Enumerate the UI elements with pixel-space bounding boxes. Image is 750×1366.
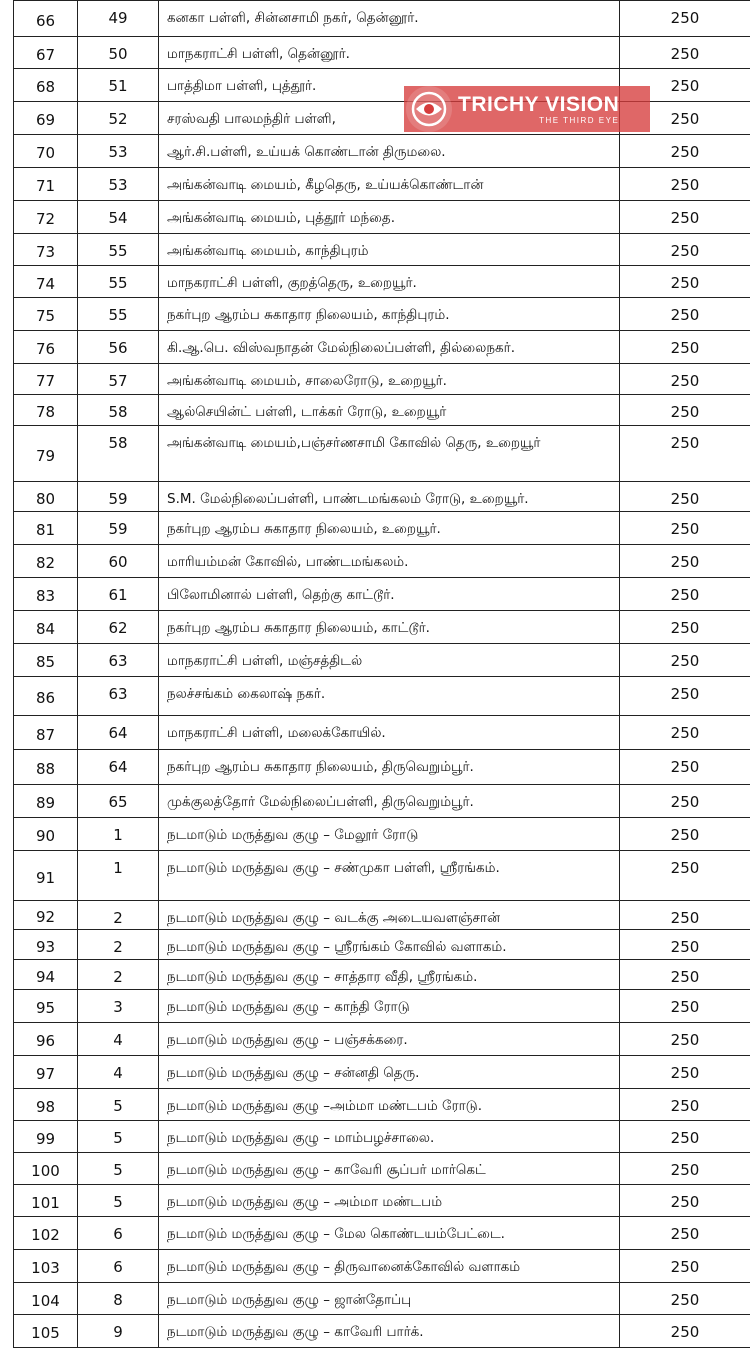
serial-number-cell: 100 [14,1153,78,1185]
camp-location-cell: நகர்புற ஆரம்ப சுகாதார நிலையம், காட்டூர். [159,611,620,644]
table-row [14,990,750,1023]
ward-number-cell: 3 [78,990,159,1023]
dose-count-cell: 250 [620,818,750,851]
camp-location-cell: அங்கன்வாடி மையம், புத்தூர் மந்தை. [159,201,620,234]
table-row [14,331,750,364]
ward-number-cell: 55 [78,234,159,266]
table-row [14,395,750,426]
watermark-tagline: THE THIRD EYE [539,115,620,125]
table-row [14,1023,750,1056]
table-row [14,677,750,716]
dose-count-cell: 250 [620,1153,750,1185]
ward-number-cell: 5 [78,1153,159,1185]
serial-number-cell: 67 [14,37,78,69]
camp-location-cell: அங்கன்வாடி மையம், காந்திபுரம் [159,234,620,266]
serial-number-cell: 88 [14,750,78,785]
table-row [14,512,750,545]
serial-number-cell: 104 [14,1283,78,1315]
ward-number-cell: 63 [78,644,159,677]
dose-count-cell: 250 [620,1121,750,1153]
camp-location-cell: நடமாடும் மருத்துவ குழு – காந்தி ரோடு [159,990,620,1023]
dose-count-cell: 250 [620,1,750,37]
table-row [14,930,750,960]
ward-number-cell: 5 [78,1185,159,1217]
serial-number-cell: 78 [14,395,78,426]
serial-number-cell: 105 [14,1315,78,1348]
serial-number-cell: 77 [14,364,78,395]
ward-number-cell: 63 [78,677,159,716]
camp-location-cell: நடமாடும் மருத்துவ குழு – ஸ்ரீரங்கம் கோவில் வளாகம். [159,930,620,960]
dose-count-cell: 250 [620,69,750,102]
dose-count-cell: 250 [620,930,750,960]
table-row [14,901,750,930]
dose-count-cell: 250 [620,331,750,364]
table-row [14,644,750,677]
serial-number-cell: 103 [14,1250,78,1283]
ward-number-cell: 53 [78,135,159,168]
serial-number-cell: 68 [14,69,78,102]
ward-number-cell: 58 [78,395,159,426]
ward-number-cell: 2 [78,930,159,960]
dose-count-cell: 250 [620,1217,750,1250]
camp-location-cell: மாநகராட்சி பள்ளி, தென்னூர். [159,37,620,69]
serial-number-cell: 74 [14,266,78,298]
serial-number-cell: 86 [14,677,78,716]
dose-count-cell: 250 [620,716,750,750]
camp-location-cell: அங்கன்வாடி மையம்,பஞ்சர்ணசாமி கோவில் தெரு, உறையூர் [159,426,620,482]
dose-count-cell: 250 [620,1185,750,1217]
table-row [14,851,750,901]
dose-count-cell: 250 [620,168,750,201]
ward-number-cell: 62 [78,611,159,644]
camp-location-cell: மாநகராட்சி பள்ளி, மஞ்சத்திடல் [159,644,620,677]
serial-number-cell: 81 [14,512,78,545]
camp-location-cell: நடமாடும் மருத்துவ குழு – காவேரி சூப்பர் மார்கெட் [159,1153,620,1185]
camp-location-cell: நகர்புற ஆரம்ப சுகாதார நிலையம், உறையூர். [159,512,620,545]
watermark-title: TRICHY VISION [458,92,620,116]
table-row [14,426,750,482]
camp-location-cell: நடமாடும் மருத்துவ குழு – சண்முகா பள்ளி, ஸ்ரீரங்கம். [159,851,620,901]
eye-logo-icon [406,86,452,132]
camp-location-cell: நடமாடும் மருத்துவ குழு – சன்னதி தெரு. [159,1056,620,1089]
serial-number-cell: 99 [14,1121,78,1153]
camp-location-cell: மாரியம்மன் கோவில், பாண்டமங்கலம். [159,545,620,578]
dose-count-cell: 250 [620,234,750,266]
table-row [14,298,750,331]
serial-number-cell: 98 [14,1089,78,1121]
camp-location-cell: சரஸ்வதி பாலமந்திர் பள்ளி, [159,102,620,135]
ward-number-cell: 49 [78,1,159,37]
dose-count-cell: 250 [620,364,750,395]
dose-count-cell: 250 [620,1250,750,1283]
trichy-vision-watermark [404,86,650,132]
table-row [14,785,750,818]
camp-location-cell: அங்கன்வாடி மையம், சாலைரோடு, உறையூர். [159,364,620,395]
ward-number-cell: 4 [78,1056,159,1089]
ward-number-cell: 56 [78,331,159,364]
ward-number-cell: 2 [78,901,159,930]
ward-number-cell: 54 [78,201,159,234]
serial-number-cell: 80 [14,482,78,512]
serial-number-cell: 69 [14,102,78,135]
serial-number-cell: 66 [14,1,78,37]
table-row [14,266,750,298]
camp-location-cell: நடமாடும் மருத்துவ குழு – மேலூர் ரோடு [159,818,620,851]
serial-number-cell: 90 [14,818,78,851]
camp-location-cell: S.M. மேல்நிலைப்பள்ளி, பாண்டமங்கலம் ரோடு, உறையூர். [159,482,620,512]
camp-location-cell: நடமாடும் மருத்துவ குழு – காவேரி பார்க். [159,1315,620,1348]
vaccination-camp-table [13,0,750,1348]
table-row [14,1089,750,1121]
dose-count-cell: 250 [620,102,750,135]
camp-location-cell: நகர்புற ஆரம்ப சுகாதார நிலையம், திருவெறும்பூர். [159,750,620,785]
table-body [14,1,750,1348]
serial-number-cell: 92 [14,901,78,930]
dose-count-cell: 250 [620,611,750,644]
camp-location-cell: ஆல்செயின்ட் பள்ளி, டாக்கர் ரோடு, உறையூர் [159,395,620,426]
table-row [14,1056,750,1089]
serial-number-cell: 96 [14,1023,78,1056]
serial-number-cell: 102 [14,1217,78,1250]
table-row [14,1185,750,1217]
dose-count-cell: 250 [620,201,750,234]
serial-number-cell: 85 [14,644,78,677]
table-row [14,1283,750,1315]
serial-number-cell: 79 [14,426,78,482]
table-row [14,1217,750,1250]
camp-location-cell: நடமாடும் மருத்துவ குழு – மேல கொண்டயம்பேட்டை. [159,1217,620,1250]
camp-location-cell: அங்கன்வாடி மையம், கீழதெரு, உய்யக்கொண்டான் [159,168,620,201]
camp-location-cell: முக்குலத்தோர் மேல்நிலைப்பள்ளி, திருவெறும்பூர். [159,785,620,818]
ward-number-cell: 1 [78,818,159,851]
dose-count-cell: 250 [620,901,750,930]
table-row [14,135,750,168]
camp-location-cell: நகர்புற ஆரம்ப சுகாதார நிலையம், காந்திபுரம். [159,298,620,331]
camp-location-cell: பிலோமினால் பள்ளி, தெற்கு காட்டூர். [159,578,620,611]
dose-count-cell: 250 [620,851,750,901]
camp-location-cell: கனகா பள்ளி, சின்னசாமி நகர், தென்னூர். [159,1,620,37]
table-row [14,1250,750,1283]
ward-number-cell: 2 [78,960,159,990]
ward-number-cell: 59 [78,482,159,512]
dose-count-cell: 250 [620,677,750,716]
serial-number-cell: 101 [14,1185,78,1217]
camp-location-cell: ஆர்.சி.பள்ளி, உய்யக் கொண்டான் திருமலை. [159,135,620,168]
dose-count-cell: 250 [620,1315,750,1348]
camp-location-cell: கி.ஆ.பெ. விஸ்வநாதன் மேல்நிலைப்பள்ளி, தில்லைநகர். [159,331,620,364]
ward-number-cell: 6 [78,1217,159,1250]
ward-number-cell: 4 [78,1023,159,1056]
ward-number-cell: 52 [78,102,159,135]
table-row [14,960,750,990]
serial-number-cell: 70 [14,135,78,168]
serial-number-cell: 75 [14,298,78,331]
serial-number-cell: 76 [14,331,78,364]
table-row [14,1315,750,1348]
dose-count-cell: 250 [620,785,750,818]
ward-number-cell: 5 [78,1121,159,1153]
ward-number-cell: 1 [78,851,159,901]
dose-count-cell: 250 [620,482,750,512]
camp-location-cell: நடமாடும் மருத்துவ குழு – ஜான்தோப்பு [159,1283,620,1315]
table-row [14,37,750,69]
dose-count-cell: 250 [620,512,750,545]
table-row [14,482,750,512]
serial-number-cell: 84 [14,611,78,644]
serial-number-cell: 91 [14,851,78,901]
ward-number-cell: 57 [78,364,159,395]
dose-count-cell: 250 [620,395,750,426]
camp-location-cell: நடமாடும் மருத்துவ குழு – திருவானைக்கோவில் வளாகம் [159,1250,620,1283]
camp-location-cell: பாத்திமா பள்ளி, புத்தூர். [159,69,620,102]
table-row [14,234,750,266]
ward-number-cell: 8 [78,1283,159,1315]
dose-count-cell: 250 [620,750,750,785]
table-row [14,750,750,785]
vaccination-camp-table-wrapper [13,0,735,1348]
ward-number-cell: 51 [78,69,159,102]
table-row [14,364,750,395]
table-row [14,545,750,578]
dose-count-cell: 250 [620,960,750,990]
camp-location-cell: நடமாடும் மருத்துவ குழு – அம்மா மண்டபம் [159,1185,620,1217]
dose-count-cell: 250 [620,135,750,168]
serial-number-cell: 97 [14,1056,78,1089]
camp-location-cell: நலச்சங்கம் கைலாஷ் நகர். [159,677,620,716]
dose-count-cell: 250 [620,426,750,482]
ward-number-cell: 50 [78,37,159,69]
table-row [14,201,750,234]
table-row [14,1121,750,1153]
dose-count-cell: 250 [620,298,750,331]
ward-number-cell: 65 [78,785,159,818]
dose-count-cell: 250 [620,578,750,611]
ward-number-cell: 58 [78,426,159,482]
dose-count-cell: 250 [620,990,750,1023]
table-row [14,1153,750,1185]
ward-number-cell: 55 [78,266,159,298]
dose-count-cell: 250 [620,644,750,677]
serial-number-cell: 71 [14,168,78,201]
serial-number-cell: 82 [14,545,78,578]
serial-number-cell: 73 [14,234,78,266]
camp-location-cell: மாநகராட்சி பள்ளி, குறத்தெரு, உறையூர். [159,266,620,298]
table-row [14,818,750,851]
dose-count-cell: 250 [620,1023,750,1056]
camp-location-cell: மாநகராட்சி பள்ளி, மலைக்கோயில். [159,716,620,750]
dose-count-cell: 250 [620,1283,750,1315]
serial-number-cell: 95 [14,990,78,1023]
table-row [14,611,750,644]
camp-location-cell: நடமாடும் மருத்துவ குழு – வடக்கு அடையவளஞ்சான் [159,901,620,930]
ward-number-cell: 60 [78,545,159,578]
camp-location-cell: நடமாடும் மருத்துவ குழு – சாத்தார வீதி, ஸ்ரீரங்கம். [159,960,620,990]
dose-count-cell: 250 [620,545,750,578]
serial-number-cell: 94 [14,960,78,990]
ward-number-cell: 5 [78,1089,159,1121]
serial-number-cell: 93 [14,930,78,960]
serial-number-cell: 83 [14,578,78,611]
camp-location-cell: நடமாடும் மருத்துவ குழு – மாம்பழச்சாலை. [159,1121,620,1153]
dose-count-cell: 250 [620,1089,750,1121]
ward-number-cell: 59 [78,512,159,545]
serial-number-cell: 72 [14,201,78,234]
table-row [14,578,750,611]
dose-count-cell: 250 [620,1056,750,1089]
table-row [14,1,750,37]
serial-number-cell: 89 [14,785,78,818]
ward-number-cell: 61 [78,578,159,611]
serial-number-cell: 87 [14,716,78,750]
ward-number-cell: 55 [78,298,159,331]
dose-count-cell: 250 [620,37,750,69]
dose-count-cell: 250 [620,266,750,298]
ward-number-cell: 6 [78,1250,159,1283]
ward-number-cell: 53 [78,168,159,201]
table-row [14,168,750,201]
ward-number-cell: 9 [78,1315,159,1348]
ward-number-cell: 64 [78,750,159,785]
camp-location-cell: நடமாடும் மருத்துவ குழு – பஞ்சக்கரை. [159,1023,620,1056]
camp-location-cell: நடமாடும் மருத்துவ குழு –அம்மா மண்டபம் ரோடு. [159,1089,620,1121]
ward-number-cell: 64 [78,716,159,750]
table-row [14,716,750,750]
